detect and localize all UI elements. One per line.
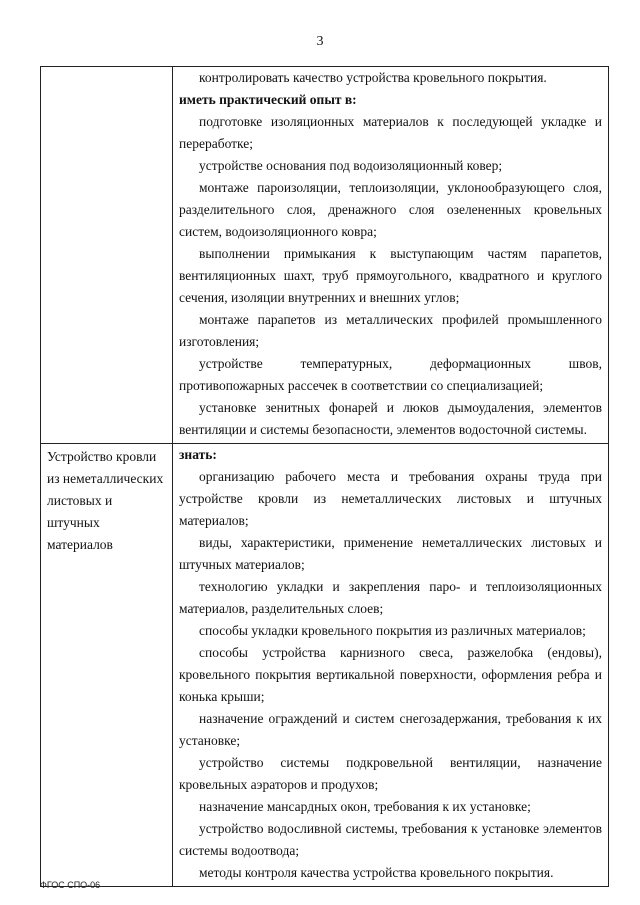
table-row-1 <box>41 67 609 444</box>
list-item: выполнении примыкания к выступающим частям парапетов, вентиляционных шахт, труб прямоугольного, квадратного и круглого сечения, изоляции внутренних и внешних углов; <box>179 246 602 305</box>
table-row-2 <box>41 444 609 887</box>
list-item: назначение ограждений и систем снегозадержания, требования к их установке; <box>179 711 602 748</box>
footer-code: ФГОС СПО-06 <box>40 880 101 890</box>
list-item: установке зенитных фонарей и люков дымоудаления, элементов вентиляции и системы безопасности, элементов водосточной системы. <box>179 400 602 437</box>
list-item: назначение мансардных окон, требования к их установке; <box>199 799 531 814</box>
list-item: организацию рабочего места и требования охраны труда при устройстве кровли из неметаллических листовых и штучных материалов; <box>179 469 602 528</box>
list-item: технологию укладки и закрепления паро- и теплоизоляционных материалов, разделительных слоев; <box>179 579 602 616</box>
row-1-topic <box>41 67 172 69</box>
section-heading: иметь практический опыт в: <box>179 92 357 107</box>
row-2-topic-cell <box>41 444 173 887</box>
list-item: устройстве температурных, деформационных швов, противопожарных рассечек в соответствии со специализацией; <box>179 356 602 393</box>
list-item: устройстве основания под водоизоляционный ковер; <box>199 158 503 173</box>
row-2-content-cell <box>173 444 609 887</box>
row-1-topic-cell <box>41 67 173 444</box>
curriculum-table <box>40 66 609 887</box>
list-item: способы устройства карнизного свеса, разжелобка (ендовы), кровельного покрытия вертикальной поверхности, оформления ребра и конька крыши; <box>179 645 602 704</box>
list-item: контролировать качество устройства кровельного покрытия. <box>199 70 547 85</box>
list-item: монтаже пароизоляции, теплоизоляции, уклонообразующего слоя, разделительного слоя, дренажного слоя озелененных кровельных систем, водоизоляционного ковра; <box>179 180 602 239</box>
list-item: монтаже парапетов из металлических профилей промышленного изготовления; <box>179 312 602 349</box>
row-1-content <box>173 67 608 443</box>
list-item: способы укладки кровельного покрытия из различных материалов; <box>199 623 586 638</box>
page-number: 3 <box>316 34 324 49</box>
section-heading: знать: <box>179 447 217 462</box>
row-2-topic: Устройство кровли из неметаллических листовых и штучных материалов <box>47 449 164 552</box>
list-item: устройство системы подкровельной вентиляции, назначение кровельных аэраторов и продухов; <box>179 755 602 792</box>
list-item: подготовке изоляционных материалов к последующей укладке и переработке; <box>179 114 602 151</box>
list-item: методы контроля качества устройства кровельного покрытия. <box>199 865 554 880</box>
list-item: виды, характеристики, применение неметаллических листовых и штучных материалов; <box>179 535 602 572</box>
row-1-content-cell <box>173 67 609 444</box>
row-2-content <box>173 444 608 886</box>
list-item: устройство водосливной системы, требования к установке элементов системы водоотвода; <box>179 821 602 858</box>
